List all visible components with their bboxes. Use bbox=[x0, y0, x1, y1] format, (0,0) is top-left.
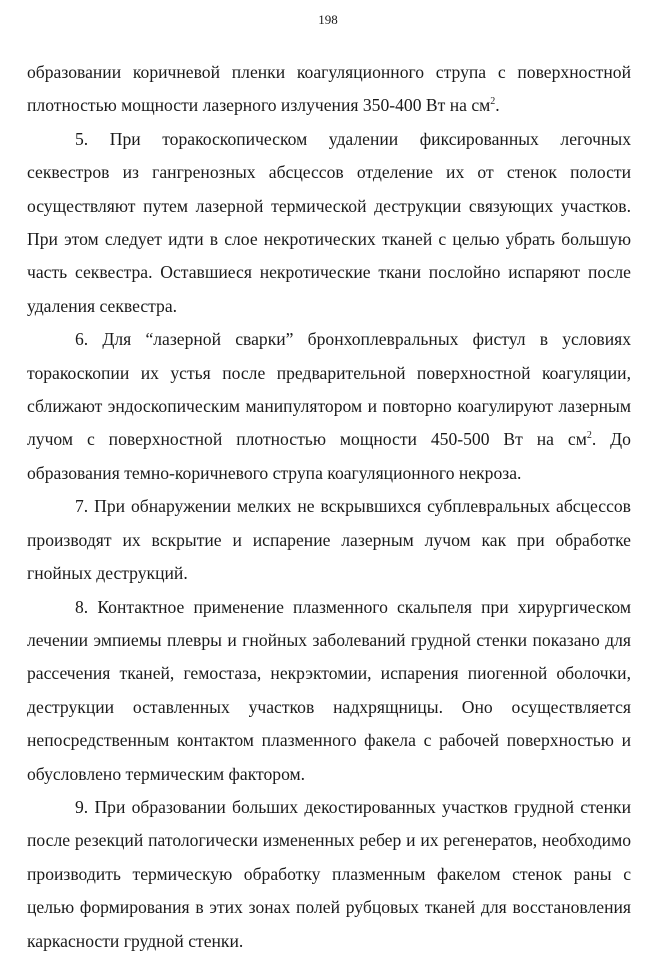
text-segment: 9. При образовании больших декостированных участков грудной стенки после резекций патологически измененных ребер и их регенератов, необходимо производить термическую обработку плазменным факелом стенок раны с целью формирования в этих зонах полей рубцовых тканей для восстановления каркасности грудной стенки. bbox=[27, 796, 631, 951]
paragraph-item-7 bbox=[27, 490, 631, 590]
paragraph-item-8 bbox=[27, 591, 631, 791]
text-segment: 6. Для “лазерной сварки” бронхоплевральных фистул в условиях торакоскопии их устья после предварительной поверхностной коагуляции, сближают эндоскопическим манипулятором и повторно коагулируют лазерным лучом с поверхностной плотностью мощности 450-500 Вт на см bbox=[27, 329, 631, 450]
superscript: 2 bbox=[586, 430, 592, 442]
text-segment: образовании коричневой пленки коагуляционного струпа с поверхностной плотностью мощности лазерного излучения 350-400 Вт на см bbox=[27, 62, 631, 116]
text-segment: 7. При обнаружении мелких не вскрывшихся субплевральных абсцессов производят их вскрытие и испарение лазерным лучом как при обработке гнойных деструкций. bbox=[27, 496, 631, 584]
document-body bbox=[27, 56, 631, 958]
text-segment: . bbox=[495, 95, 500, 116]
page-number: 198 bbox=[318, 12, 338, 27]
paragraph-item-5 bbox=[27, 123, 631, 323]
text-segment: 8. Контактное применение плазменного скальпеля при хирургическом лечении эмпиемы плевры и гнойных заболеваний грудной стенки показано для рассечения тканей, гемостаза, некрэктомии, испарения пиогенной оболочки, деструкции оставленных участков надхрящницы. Оно осуществляется непосредственным контактом плазменного факела с рабочей поверхностью и обусловлено термическим фактором. bbox=[27, 596, 631, 784]
superscript: 2 bbox=[490, 96, 496, 108]
text-segment: 5. При торакоскопическом удалении фиксированных легочных секвестров из гангренозных абсцессов отделение их от стенок полости осуществляют путем лазерной термической деструкции связующих участков. При этом следует идти в слое некротических тканей с целью убрать большую часть секвестра. Оставшиеся некротические ткани послойно испаряют после удаления секвестра. bbox=[27, 128, 631, 316]
paragraph-continuation bbox=[27, 56, 631, 123]
paragraph-item-6 bbox=[27, 323, 631, 490]
text-segment: . До образования темно-коричневого струпа коагуляционного некроза. bbox=[27, 429, 631, 483]
paragraph-item-9 bbox=[27, 791, 631, 958]
